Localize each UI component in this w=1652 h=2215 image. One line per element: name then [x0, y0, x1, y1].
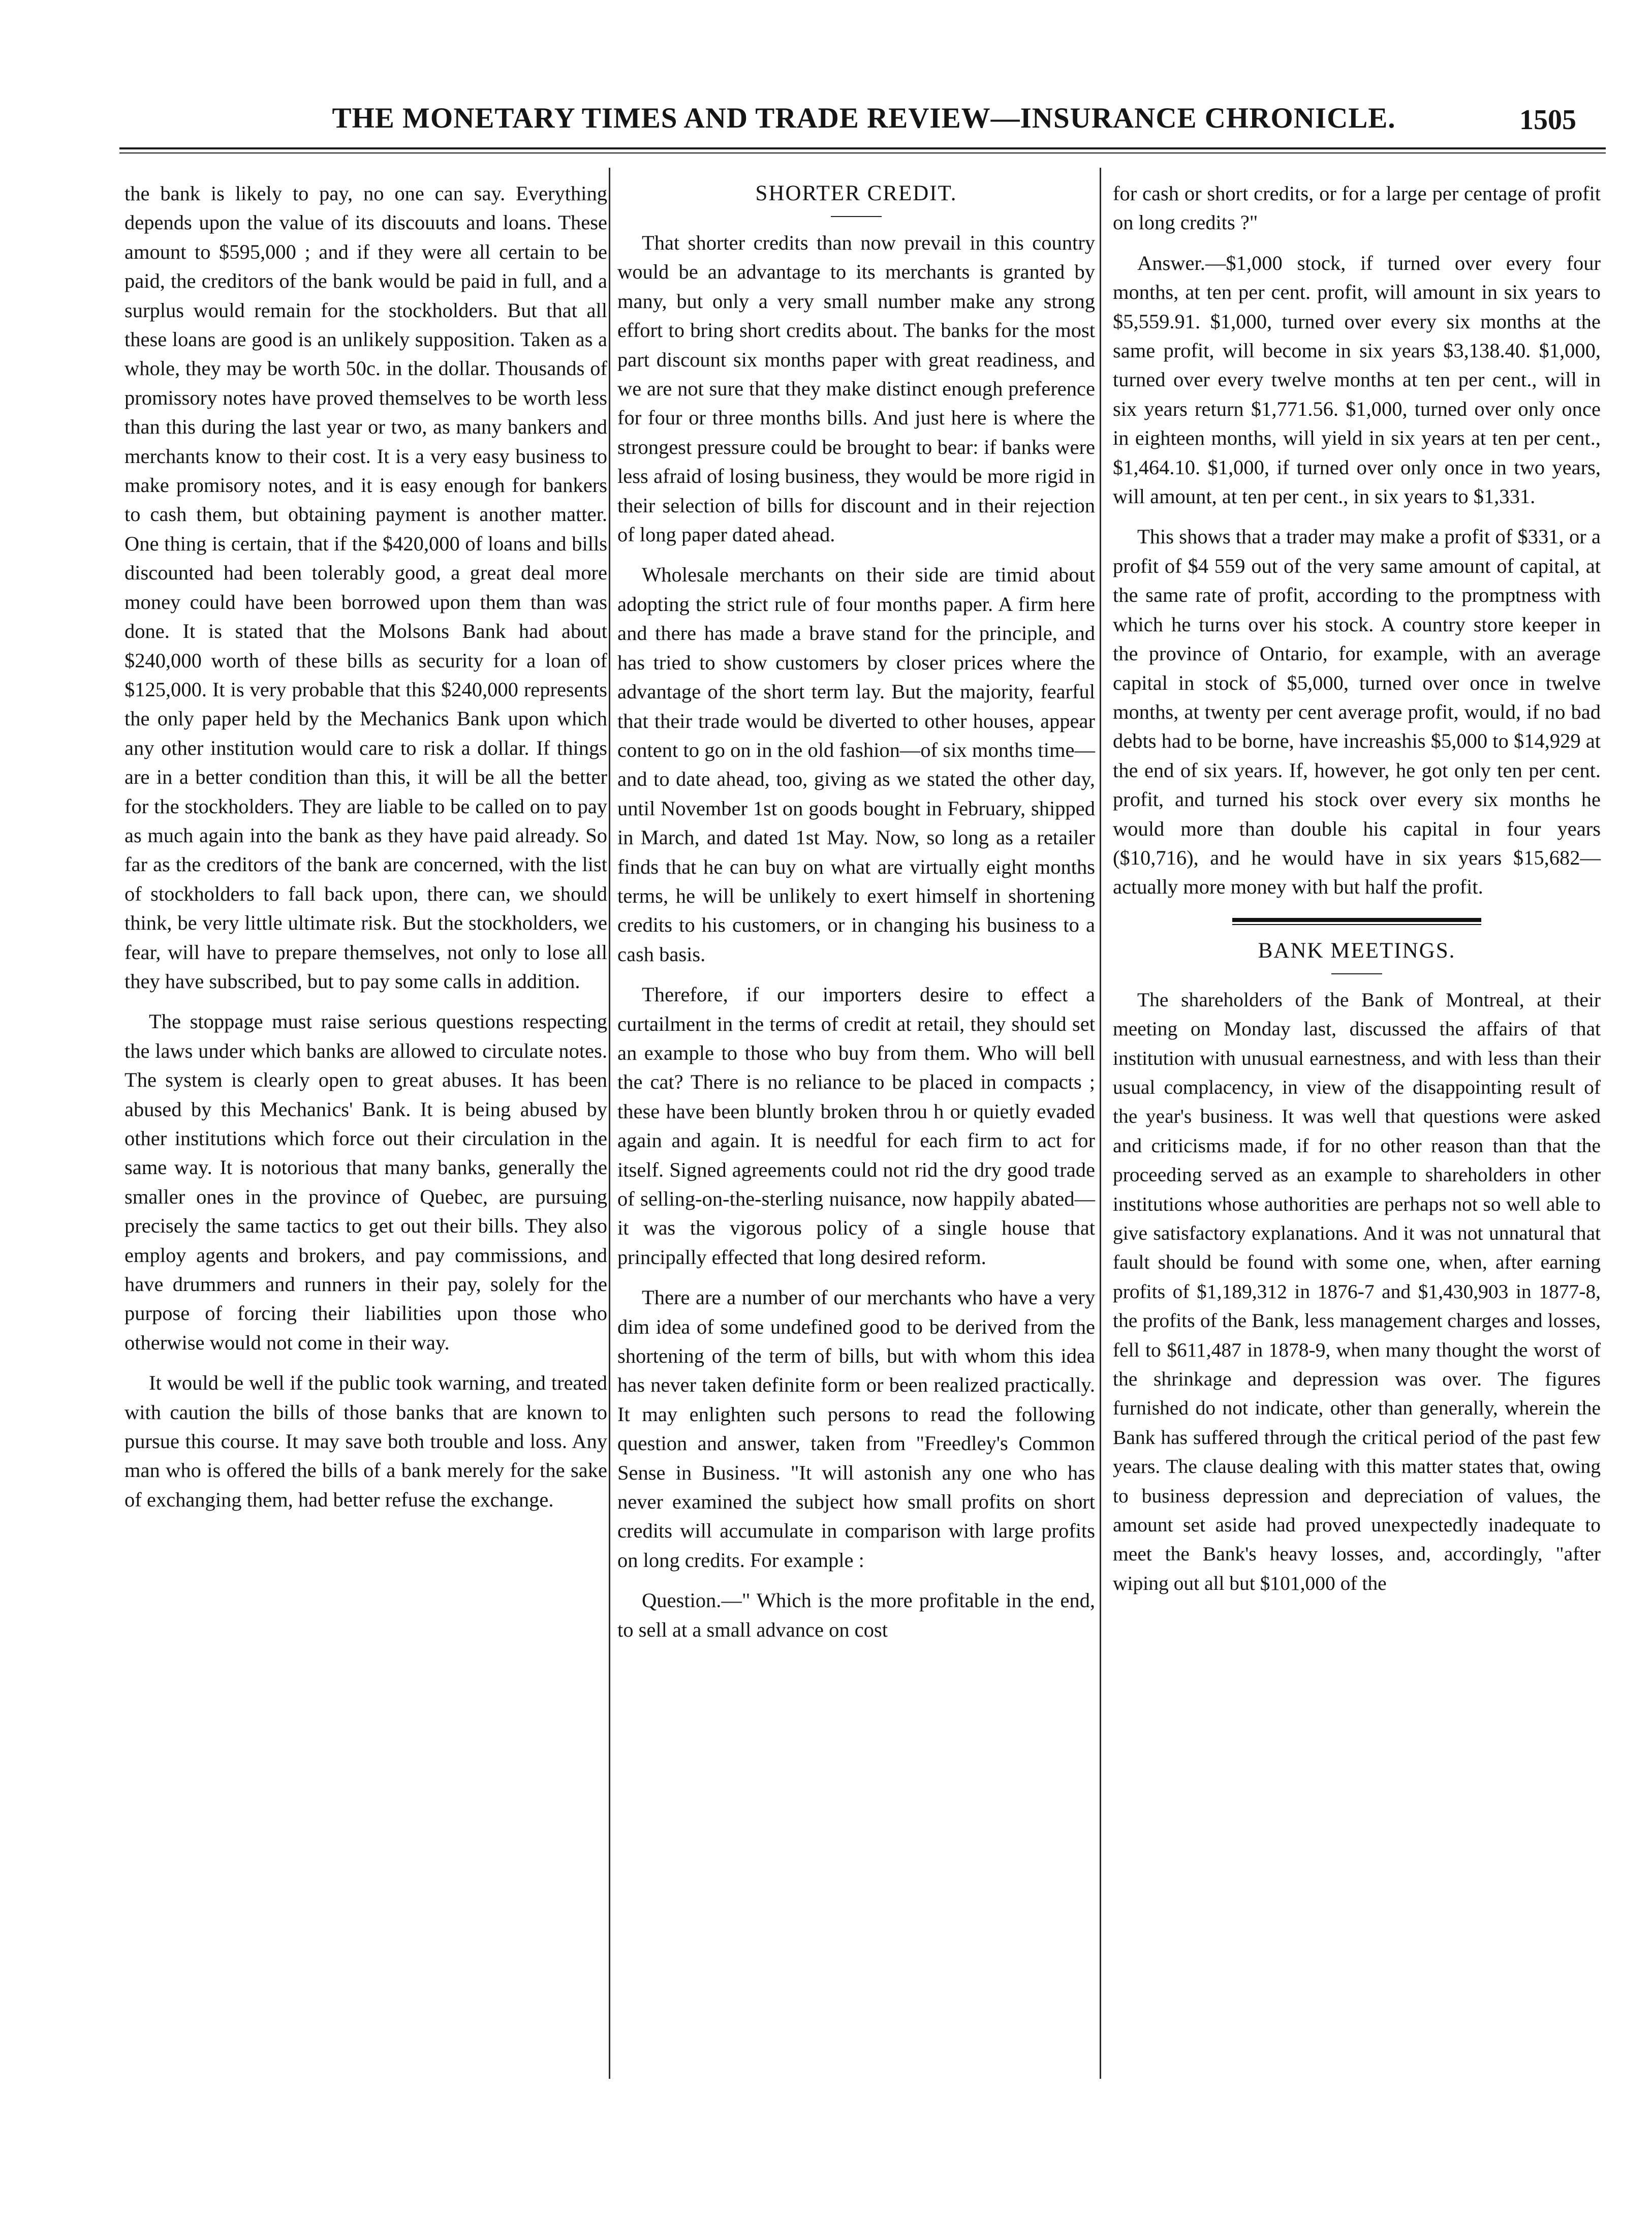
article-paragraph: The stoppage must raise serious questions respecting the laws under which banks are allowed to circulate notes. The system is clearly open to great abuses. It has been abused by this Mechanics' Bank. It is being abused by other institutions which force out their circulation in the same way. It is notorious that many banks, generally the smaller ones in the province of Quebec, are pursuing precisely the same tactics to get out their bills. They also employ agents and brokers, and pay commissions, and have drummers and runners in their pay, solely for the purpose of forcing their liabilities upon those who otherwise would not come in their way.: [124, 1010, 607, 1354]
article-paragraph: The shareholders of the Bank of Montreal, at their meeting on Monday last, discussed the affairs of that institution with unusual earnestness, and with less than their usual complacency, in view of the disappointing result of the year's business. It was well that questions were asked and criticisms made, if for no other reason than that the proceeding served as an example to shareholders in other institutions whose authorities are perhaps not so well able to give satisfactory explanations. And it was not unnatural that fault should be found with some one, when, after earning profits of $1,189,312 in 1876-7 and $1,430,903 in 1877-8, the profits of the Bank, less management charges and losses, fell to $611,487 in 1878-9, when many thought the worst of the shrinkage and depression was over. The figures furnished do not indicate, other than generally, wherein the Bank has suffered through the critical period of the past few years. The clause dealing with this matter states that, owing to business depression and depreciation of values, the amount set aside had proved unexpectedly inadequate to meet the Bank's heavy losses, and, accordingly, "after wiping out all but $101,000 of the: [1113, 988, 1601, 1594]
header-rule-thin: [119, 152, 1606, 153]
section-separator: [1232, 918, 1481, 925]
column-3: [1113, 179, 1601, 1609]
running-head: THE MONETARY TIMES AND TRADE REVIEW—INSURANCE CHRONICLE.: [332, 102, 1396, 134]
article-title-bank-meetings: BANK MEETINGS.: [1258, 938, 1456, 963]
article-paragraph: That shorter credits than now prevail in this country would be an advantage to its merchants is granted by many, but only a very small number make any strong effort to bring short credits about. The banks for the most part discount six months paper with great readiness, and we are not sure that they make distinct enough preference for four or three months bills. And just here is where the strongest pressure could be brought to bear: if banks were less afraid of losing business, they would be more rigid in their selection of bills for discount and in their rejection of long paper dated ahead.: [617, 231, 1095, 546]
article-paragraph: There are a number of our merchants who have a very dim idea of some undefined good to be derived from the shortening of the term of bills, but with whom this idea has never taken definite form or been realized practically. It may enlighten such persons to read the following question and answer, taken from "Freedley's Common Sense in Business. "It will astonish any one who has never examined the subject how small profits on short credits will accumulate in comparison with large profits on long credits. For example :: [617, 1286, 1095, 1572]
article-paragraph: for cash or short credits, or for a large per centage of profit on long credits ?": [1113, 182, 1601, 234]
page-number: 1505: [1519, 104, 1576, 136]
column-1: [124, 179, 607, 1525]
article-paragraph: Question.—" Which is the more profitable in the end, to sell at a small advance on cost: [617, 1589, 1095, 1641]
title-rule: [1331, 973, 1382, 974]
column-rule-left: [609, 168, 610, 2079]
article-paragraph: the bank is likely to pay, no one can say. Everything depends upon the value of its discouuts and loans. These amount to $595,000 ; and if they were all certain to be paid, the creditors of the bank would be paid in full, and a surplus would remain for the stockholders. But that all these loans are good is an unlikely supposition. Taken as a whole, they may be worth 50c. in the dollar. Thousands of promissory notes have proved themselves to be worth less than this during the last year or two, as many bankers and merchants know to their cost. It is a very easy business to make promisory notes, and it is easy enough for bankers to cash them, but obtaining payment is another matter. One thing is certain, that if the $420,000 of loans and bills discounted had been tolerably good, a great deal more money could have been borrowed upon them than was done. It is stated that the Molsons Bank had about $240,000 worth of these bills as security for a loan of $125,000. It is very probable that this $240,000 represents the only paper held by the Mechanics Bank upon which any other institution would care to risk a dollar. If things are in a better condition than this, it will be all the better for the stockholders. They are liable to be called on to pay as much again into the bank as they have paid already. So far as the creditors of the bank are concerned, with the list of stockholders to fall back upon, there can, we should think, be very little ultimate risk. But the stockholders, we fear, will have to prepare themselves, not only to lose all they have subscribed, but to pay some calls in addition.: [124, 182, 607, 993]
article-paragraph: Therefore, if our importers desire to effect a curtailment in the terms of credit at retail, they should set an example to those who buy from them. Who will bell the cat? There is no reliance to be placed in compacts ; these have been bluntly broken throu h or quietly evaded again and again. It is needful for each firm to act for itself. Signed agreements could not rid the dry good trade of selling-on-the-sterling nuisance, now happily abated—it was the vigorous policy of a single house that principally effected that long desired reform.: [617, 983, 1095, 1269]
title-rule: [831, 216, 882, 217]
article-paragraph: Wholesale merchants on their side are timid about adopting the strict rule of four months paper. A firm here and there has made a brave stand for the principle, and has tried to show customers by closer prices where the advantage of the short term lay. But the majority, fearful that their trade would be diverted to other houses, appear content to go on in the old fashion—of six months time—and to date ahead, too, giving as we stated the other day, until November 1st on goods bought in February, shipped in March, and dated 1st May. Now, so long as a retailer finds that he can buy on what are virtually eight months terms, he will be unlikely to exert himself in shortening credits to his customers, or in changing his business to a cash basis.: [617, 563, 1095, 966]
column-2: [617, 179, 1095, 1655]
header-rule: [119, 147, 1606, 149]
column-rule-right: [1100, 168, 1101, 2079]
article-paragraph: Answer.—$1,000 stock, if turned over every four months, at ten per cent. profit, will amount in six years to $5,559.91. $1,000, turned over every six months at the same profit, will become in six years $3,138.40. $1,000, turned over every twelve months at ten per cent., will in six years return $1,771.56. $1,000, turned over only once in eighteen months, will yield in six years at ten per cent., $1,464.10. $1,000, if turned over only once in two years, will amount, at ten per cent., in six years to $1,331.: [1113, 251, 1601, 508]
article-paragraph: It would be well if the public took warning, and treated with caution the bills of those banks that are known to pursue this course. It may save both trouble and loss. Any man who is offered the bills of a bank merely for the sake of exchanging them, had better refuse the exchange.: [124, 1371, 607, 1511]
article-paragraph: This shows that a trader may make a profit of $331, or a profit of $4 559 out of the very same amount of capital, at the same rate of profit, according to the promptness with which he turns over his stock. A country store keeper in the province of Ontario, for example, with an average capital in stock of $5,000, turned over once in twelve months, at twenty per cent average profit, would, if no bad debts had to be borne, have increashis $5,000 to $14,929 at the end of six years. If, however, he got only ten per cent. profit, and turned his stock over every six months he would more than double his capital in four years ($10,716), and he would have in six years $15,682—actually more money with but half the profit.: [1113, 525, 1601, 899]
article-title-shorter-credit: SHORTER CREDIT.: [755, 181, 957, 205]
